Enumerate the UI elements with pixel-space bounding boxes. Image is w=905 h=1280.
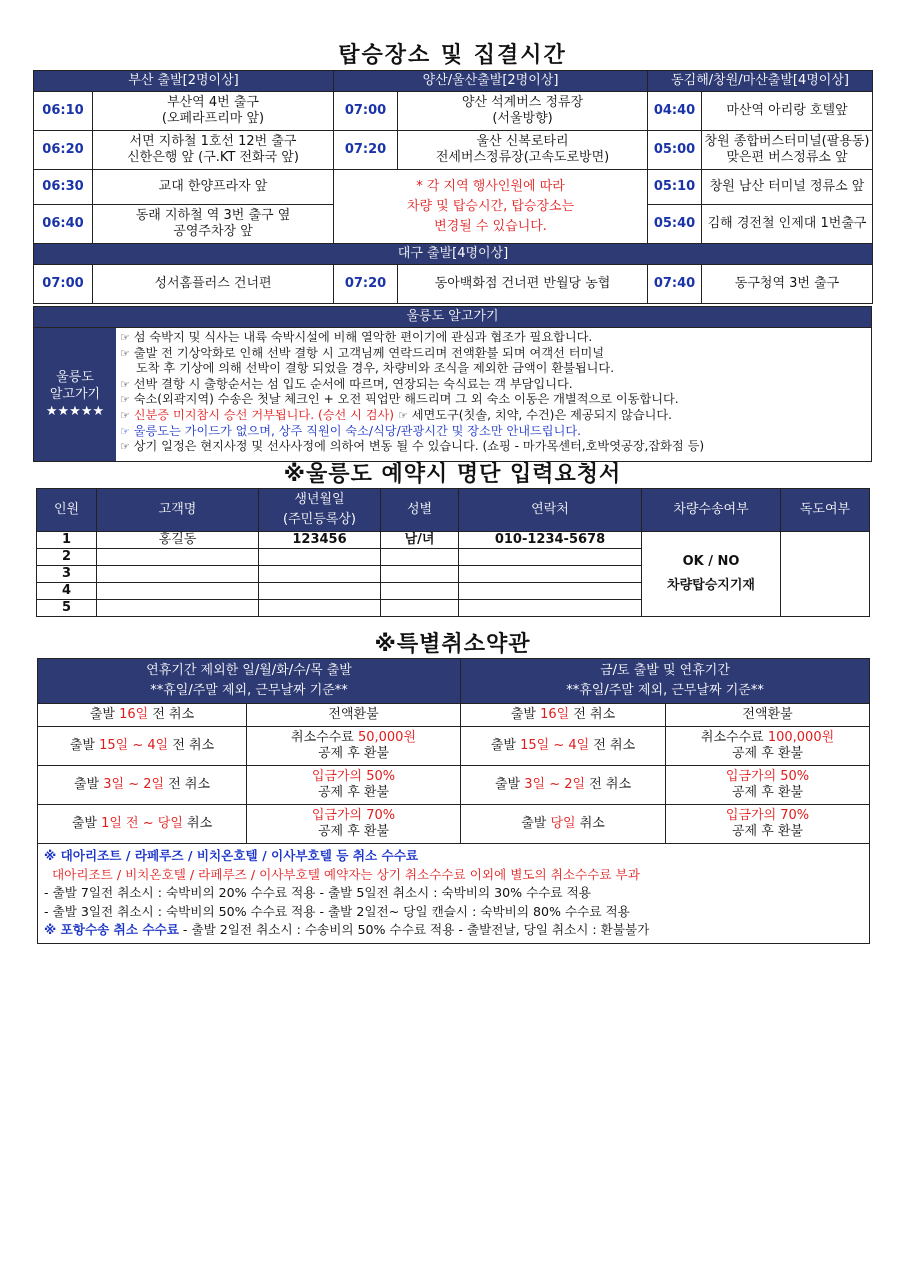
time-cell: 07:20 <box>334 265 398 304</box>
time-cell: 07:00 <box>334 92 398 131</box>
pointing-hand-icon: ☞ <box>120 346 130 360</box>
daegu-header: 대구 출발[4명이상] <box>34 244 873 265</box>
note-line: ※ 대아리조트 / 라페루즈 / 비치온호텔 / 이사부호텔 등 취소 수수료 <box>44 848 419 863</box>
cancel-refund: 입금가의 70% 공제 후 환불 <box>666 805 870 844</box>
time-cell: 07:20 <box>334 131 398 170</box>
gender-cell[interactable] <box>381 566 459 583</box>
pointing-hand-icon: ☞ <box>120 424 130 438</box>
cancel-condition: 출발 3일 ~ 2일 전 취소 <box>38 766 247 805</box>
name-cell[interactable] <box>97 600 259 617</box>
gender-cell[interactable] <box>381 583 459 600</box>
col-header: 인원 <box>37 489 97 532</box>
busan-header: 부산 출발[2명이상] <box>34 71 334 92</box>
phone-cell[interactable] <box>459 549 642 566</box>
cancel-condition: 출발 15일 ~ 4일 전 취소 <box>461 727 666 766</box>
cancel-condition: 출발 16일 전 취소 <box>461 704 666 727</box>
place-cell: 서면 지하철 1호선 12번 출구 신한은행 앞 (구.KT 전화국 앞) <box>93 131 334 170</box>
note-item: ☞ 숙소(외곽지역) 수송은 첫날 체크인 + 오전 픽업만 해드리며 그 외 숙소 이동은 개별적으로 이동합니다. <box>120 392 679 407</box>
phone-cell[interactable] <box>459 583 642 600</box>
col-header: 독도여부 <box>781 489 870 532</box>
time-cell: 05:10 <box>648 170 702 205</box>
name-cell[interactable] <box>97 549 259 566</box>
schedule-table <box>33 70 873 304</box>
ulleung-side-stars: ★★★★★ <box>45 404 105 419</box>
time-cell: 06:20 <box>34 131 93 170</box>
yangsan-header: 양산/울산출발[2명이상] <box>334 71 648 92</box>
cancel-title: ※특별취소약관 <box>374 632 531 657</box>
ulleung-side-line1: 울릉도 <box>56 370 94 385</box>
pointing-hand-icon: ☞ <box>120 408 130 422</box>
note-line: ※ 포항수송 취소 수수료 - 출발 2일전 취소시 : 수송비의 50% 수수료 적용 - 출발전날, 당일 취소시 : 환불불가 <box>44 922 650 937</box>
note-line: 대아리조트 / 비치온호텔 / 라페루즈 / 이사부호텔 예약자는 상기 취소수수료 이외에 별도의 취소수수료 부과 <box>52 866 640 882</box>
name-cell[interactable]: 홍길동 <box>97 532 259 549</box>
time-cell: 05:40 <box>648 205 702 244</box>
birth-cell[interactable] <box>259 549 381 566</box>
birth-cell[interactable]: 123456 <box>259 532 381 549</box>
note-item: ☞ 섬 숙박지 및 식사는 내륙 숙박시설에 비해 열악한 편이기에 관심과 협조가 필요합니다. <box>120 330 593 344</box>
time-cell: 06:10 <box>34 92 93 131</box>
birth-cell[interactable] <box>259 566 381 583</box>
schedule-notice: * 각 지역 행사인원에 따라 차량 및 탑승시간, 탑승장소는 변경될 수 있습니다. <box>334 170 648 244</box>
name-cell[interactable] <box>97 583 259 600</box>
time-cell: 05:00 <box>648 131 702 170</box>
gimhae-header: 동김해/창원/마산출발[4명이상] <box>648 71 873 92</box>
time-cell: 07:40 <box>648 265 702 304</box>
phone-cell[interactable] <box>459 600 642 617</box>
cancel-policy-table <box>37 658 870 944</box>
note-item: ☞ 상기 일정은 현지사정 및 선사사정에 의하여 변동 될 수 있습니다. (쇼핑 - 마가목센터,호박엿공장,잡화점 등) <box>120 439 705 454</box>
place-cell: 김해 경전철 인제대 1번출구 <box>702 205 873 244</box>
place-cell: 동구청역 3번 출구 <box>702 265 873 304</box>
ulleung-info-box <box>33 306 872 462</box>
place-cell: 성서홈플러스 건너편 <box>93 265 334 304</box>
col-header: 성별 <box>381 489 459 532</box>
gender-cell[interactable]: 남/녀 <box>381 532 459 549</box>
note-item: ☞ 출발 전 기상악화로 인해 선박 결항 시 고객님께 연락드리며 전액환불 되며 여객선 터미널 <box>120 345 605 360</box>
cancel-refund: 취소수수료 50,000원 공제 후 환불 <box>247 727 461 766</box>
place-cell: 창원 종합버스터미널(팔용동) 맞은편 버스정류소 앞 <box>702 131 873 170</box>
cancel-condition: 출발 1일 전 ~ 당일 취소 <box>38 805 247 844</box>
cancel-refund: 취소수수료 100,000원 공제 후 환불 <box>666 727 870 766</box>
name-cell[interactable] <box>97 566 259 583</box>
note-line: - 출발 7일전 취소시 : 숙박비의 20% 수수료 적용 - 출발 5일전 취소시 : 숙박비의 30% 수수료 적용 <box>44 885 591 900</box>
note-item: ☞ 신분증 미지참시 승선 거부됩니다. (승선 시 검사) ☞ 세면도구(칫솔, 치약, 수건)은 제공되지 않습니다. <box>120 407 673 422</box>
col-header: 차량수송여부 <box>642 489 781 532</box>
ulleung-bar: 울릉도 알고가기 <box>34 307 871 328</box>
hotel-cancel-notes <box>38 844 870 944</box>
pointing-hand-icon: ☞ <box>120 440 130 454</box>
time-cell: 07:00 <box>34 265 93 304</box>
ulleung-notes <box>120 330 867 455</box>
register-title: ※울릉도 예약시 명단 입력요청서 <box>283 462 622 487</box>
place-cell: 교대 한양프라자 앞 <box>93 170 334 205</box>
time-cell: 06:40 <box>34 205 93 244</box>
vehicle-cell[interactable]: OK / NO 차량탑승지기재 <box>642 532 781 617</box>
place-cell: 마산역 아리랑 호텔앞 <box>702 92 873 131</box>
place-cell: 동래 지하철 역 3번 출구 옆 공영주차장 앞 <box>93 205 334 244</box>
time-cell: 06:30 <box>34 170 93 205</box>
row-number: 5 <box>37 600 97 617</box>
place-cell: 동아백화점 건너편 반월당 농협 <box>398 265 648 304</box>
note-item: ☞ 선박 결항 시 출항순서는 섬 입도 순서에 따르며, 연장되는 숙식료는 객 부담입니다. <box>120 376 573 391</box>
register-table <box>36 488 870 617</box>
pointing-hand-icon: ☞ <box>120 331 130 344</box>
pointing-hand-icon: ☞ <box>397 408 408 422</box>
note-item: 도착 후 기상에 의해 선박이 결항 되었을 경우, 차량비와 조식을 제외한 금액이 환불됩니다. <box>136 361 615 376</box>
cancel-refund: 입금가의 50% 공제 후 환불 <box>666 766 870 805</box>
gender-cell[interactable] <box>381 600 459 617</box>
note-item: ☞ 울릉도는 가이드가 없으며, 상주 직원이 숙소/식당/관광시간 및 장소만 안내드립니다. <box>120 423 581 438</box>
cancel-refund: 입금가의 70% 공제 후 환불 <box>247 805 461 844</box>
weekend-header: 금/토 출발 및 연휴기간 **휴일/주말 제외, 근무날짜 기준** <box>461 659 870 704</box>
row-number: 4 <box>37 583 97 600</box>
place-cell: 울산 신복로타리 전세버스정류장(고속도로방면) <box>398 131 648 170</box>
schedule-title: 탑승장소 및 집결시간 <box>338 43 567 68</box>
ulleung-side <box>34 328 116 461</box>
place-cell: 양산 석계버스 정류장 (서울방향) <box>398 92 648 131</box>
cancel-refund: 입금가의 50% 공제 후 환불 <box>247 766 461 805</box>
cancel-refund: 전액환불 <box>666 704 870 727</box>
row-number: 1 <box>37 532 97 549</box>
pointing-hand-icon: ☞ <box>120 377 130 391</box>
gender-cell[interactable] <box>381 549 459 566</box>
cancel-refund: 전액환불 <box>247 704 461 727</box>
place-cell: 창원 남산 터미널 정류소 앞 <box>702 170 873 205</box>
dokdo-cell[interactable] <box>781 532 870 617</box>
row-number: 3 <box>37 566 97 583</box>
ulleung-side-line2: 알고가기 <box>49 387 101 402</box>
col-header: 연락처 <box>459 489 642 532</box>
col-header: 생년월일 (주민등록상) <box>259 489 381 532</box>
col-header: 고객명 <box>97 489 259 532</box>
place-cell: 부산역 4번 출구 (오페라프리마 앞) <box>93 92 334 131</box>
cancel-condition: 출발 16일 전 취소 <box>38 704 247 727</box>
phone-cell[interactable] <box>459 566 642 583</box>
cancel-condition: 출발 3일 ~ 2일 전 취소 <box>461 766 666 805</box>
birth-cell[interactable] <box>259 600 381 617</box>
note-line: - 출발 3일전 취소시 : 숙박비의 50% 수수료 적용 - 출발 2일전~ 당일 캔슬시 : 숙박비의 80% 수수료 적용 <box>44 903 630 919</box>
phone-cell[interactable]: 010-1234-5678 <box>459 532 642 549</box>
row-number: 2 <box>37 549 97 566</box>
time-cell: 04:40 <box>648 92 702 131</box>
cancel-condition: 출발 당일 취소 <box>461 805 666 844</box>
pointing-hand-icon: ☞ <box>120 393 130 407</box>
birth-cell[interactable] <box>259 583 381 600</box>
cancel-condition: 출발 15일 ~ 4일 전 취소 <box>38 727 247 766</box>
weekday-header: 연휴기간 제외한 일/월/화/수/목 출발 **휴일/주말 제외, 근무날짜 기준** <box>38 659 461 704</box>
